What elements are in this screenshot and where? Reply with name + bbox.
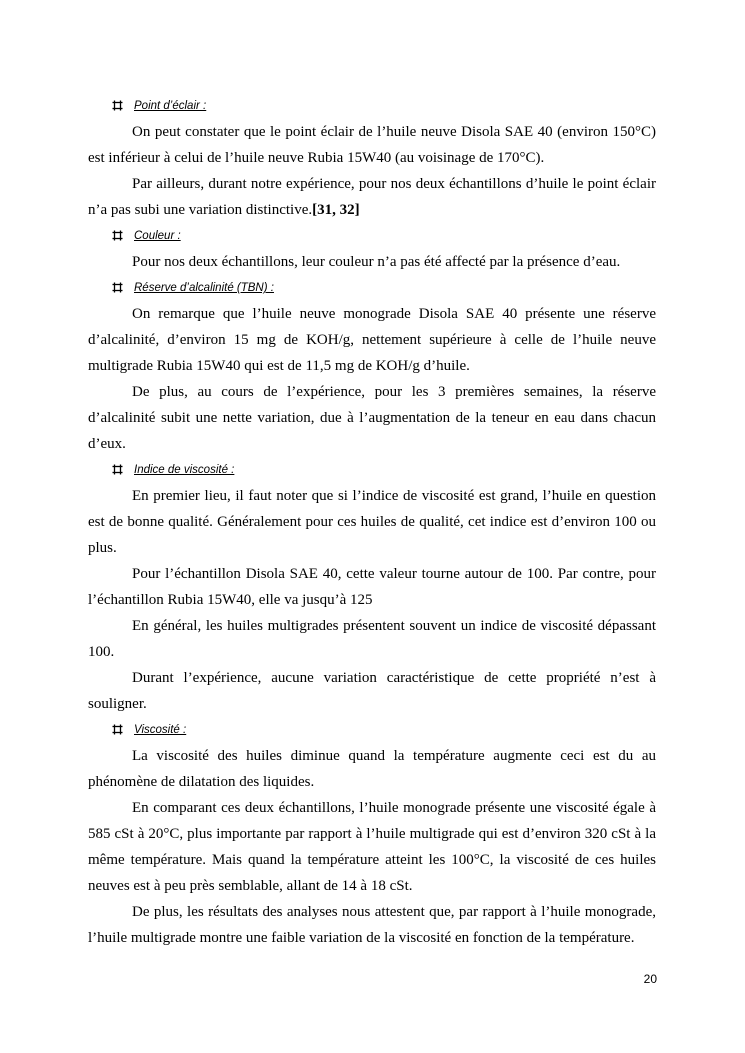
section-title: Viscosité :	[134, 724, 187, 736]
bullet-icon	[112, 282, 123, 293]
paragraph: On remarque que l’huile neuve monograde Disola SAE 40 présente une réserve d’alcalinité, d’environ 15 mg de KOH/g, nettement supérieure à celle de l’huile neuve multigrade Rubia 15W40 qui est de 11,5 mg de KOH/g d’huile.	[88, 306, 656, 374]
paragraph: De plus, les résultats des analyses nous attestent que, par rapport à l’huile monograde, l’huile multigrade montre une faible variation de la viscosité en fonction de la température.	[88, 904, 656, 946]
section-title: Couleur :	[134, 230, 181, 242]
section-heading-viscosite	[112, 717, 656, 743]
citation-reference: [31, 32]	[312, 202, 360, 218]
paragraph: Pour nos deux échantillons, leur couleur n’a pas été affecté par la présence d’eau.	[132, 254, 621, 270]
paragraph	[88, 171, 656, 223]
bullet-icon	[112, 724, 123, 735]
page-number: 20	[643, 972, 657, 986]
section-title: Point d’éclair :	[134, 100, 207, 112]
paragraph: En premier lieu, il faut noter que si l’indice de viscosité est grand, l’huile en question est de bonne qualité. Généralement pour ces huiles de qualité, cet indice est d’environ 100 ou plus.	[88, 488, 656, 556]
paragraph-text: Par ailleurs, durant notre expérience, pour nos deux échantillons d’huile le point éclair n’a pas subi une variation distinctive.	[88, 176, 656, 218]
section-heading-indice-viscosite	[112, 457, 656, 483]
section-title: Indice de viscosité :	[134, 464, 235, 476]
bullet-icon	[112, 100, 123, 111]
section-heading-reserve-alcalinite	[112, 275, 656, 301]
paragraph: En comparant ces deux échantillons, l’huile monograde présente une viscosité égale à 585 cSt à 20°C, plus importante par rapport à l’huile multigrade qui est d’environ 320 cSt à la même température. Mais quand la température atteint les 100°C, la viscosité de ces huiles neuves est à peu près semblable, allant de 14 à 18 cSt.	[88, 800, 656, 894]
paragraph: On peut constater que le point éclair de l’huile neuve Disola SAE 40 (environ 150°C) est inférieur à celui de l’huile neuve Rubia 15W40 (au voisinage de 170°C).	[88, 124, 656, 166]
section-heading-point-eclair	[112, 93, 656, 119]
paragraph: Pour l’échantillon Disola SAE 40, cette valeur tourne autour de 100. Par contre, pour l’échantillon Rubia 15W40, elle va jusqu’à 125	[88, 566, 656, 608]
bullet-icon	[112, 464, 123, 475]
paragraph: De plus, au cours de l’expérience, pour les 3 premières semaines, la réserve d’alcalinité subit une nette variation, due à l’augmentation de la teneur en eau dans chacun d’eux.	[88, 384, 656, 452]
section-heading-couleur	[112, 223, 656, 249]
paragraph: La viscosité des huiles diminue quand la température augmente ceci est du au phénomène de dilatation des liquides.	[88, 748, 656, 790]
section-title: Réserve d’alcalinité (TBN) :	[134, 282, 274, 294]
bullet-icon	[112, 230, 123, 241]
document-page	[88, 93, 656, 951]
paragraph: Durant l’expérience, aucune variation caractéristique de cette propriété n’est à souligner.	[88, 670, 656, 712]
paragraph: En général, les huiles multigrades présentent souvent un indice de viscosité dépassant 100.	[88, 618, 656, 660]
